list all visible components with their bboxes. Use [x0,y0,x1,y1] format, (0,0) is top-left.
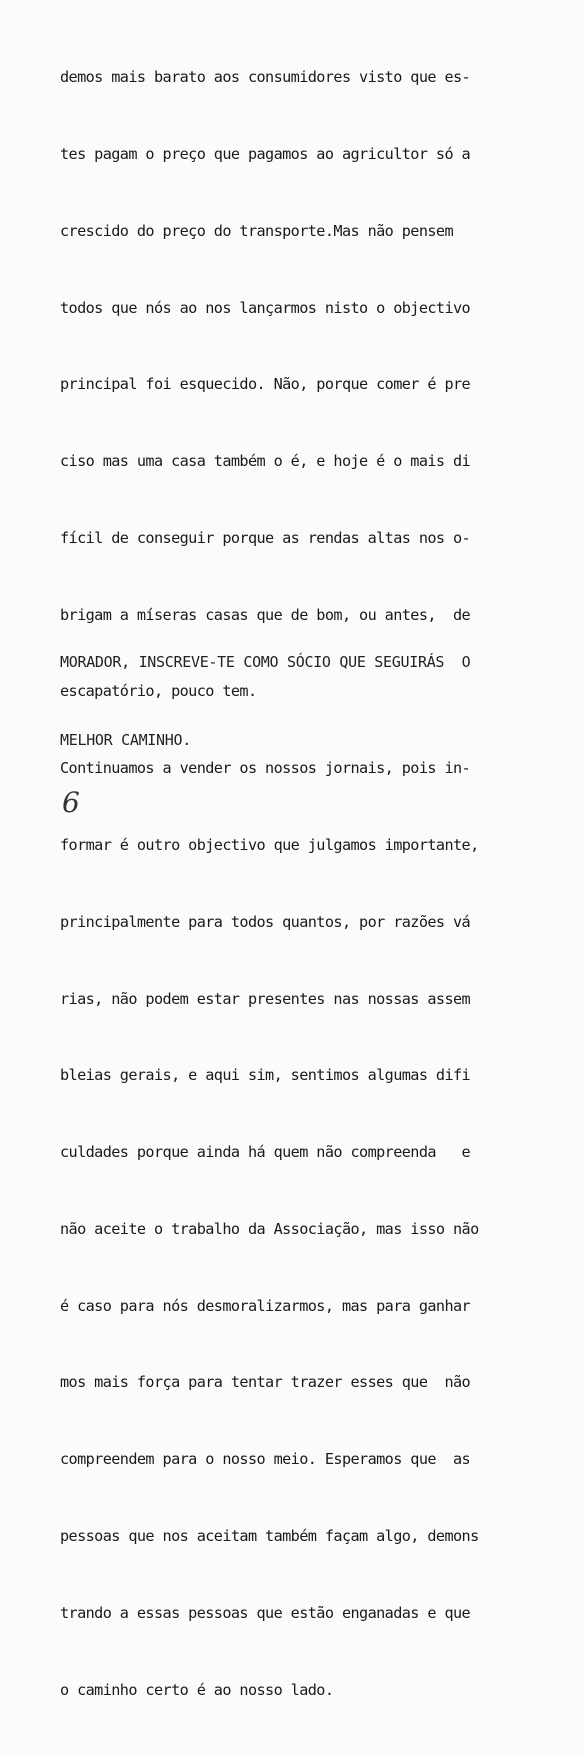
text-line: pessoas que nos aceitam também façam algo, demons [60,1527,479,1546]
text-line: ciso mas uma casa também o é, e hoje é o mais di [60,452,471,471]
text-line: tes pagam o preço que pagamos ao agricultor só a [60,144,471,163]
body-text [60,14,560,1754]
text-line: rias, não podem estar presentes nas nossas assem [60,989,471,1008]
text-line: escapatório, pouco tem. [60,682,257,701]
text-line: é caso para nós desmoralizarmos, mas para ganhar [60,1296,471,1315]
text-line: o caminho certo é ao nosso lado. [60,1680,334,1699]
text-line: não aceite o trabalho da Associação, mas isso não [60,1219,479,1238]
footer-slogan [60,597,560,804]
text-line: principalmente para todos quantos, por razões vá [60,912,471,931]
slogan-line: MELHOR CAMINHO. [60,730,191,749]
slogan-line: MORADOR, INSCREVE-TE COMO SÓCIO QUE SEGUIRÁS O [60,653,471,671]
text-line: brigam a míseras casas que de bom, ou antes, de [60,605,471,624]
text-line: fícil de conseguir porque as rendas altas nos o- [60,528,471,547]
text-line: todos que nós ao nos lançarmos nisto o objectivo [60,298,471,317]
text-line: crescido do preço do transporte.Mas não pensem [60,221,454,240]
text-line: trando a essas pessoas que estão enganadas e que [60,1603,471,1622]
text-line: bleias gerais, e aqui sim, sentimos algumas difi [60,1066,471,1085]
text-line: demos mais barato aos consumidores visto que es- [60,68,471,87]
text-line: principal foi esquecido. Não, porque comer é pre [60,375,471,394]
page-number: 6 [62,786,80,819]
text-line: Continuamos a vender os nossos jornais, pois in- [60,759,471,778]
text-line: compreendem para o nosso meio. Esperamos que as [60,1450,471,1469]
text-line: formar é outro objectivo que julgamos importante, [60,836,479,854]
text-line: culdades porque ainda há quem não compreenda e [60,1143,471,1162]
text-line: mos mais força para tentar trazer esses que não [60,1373,471,1392]
